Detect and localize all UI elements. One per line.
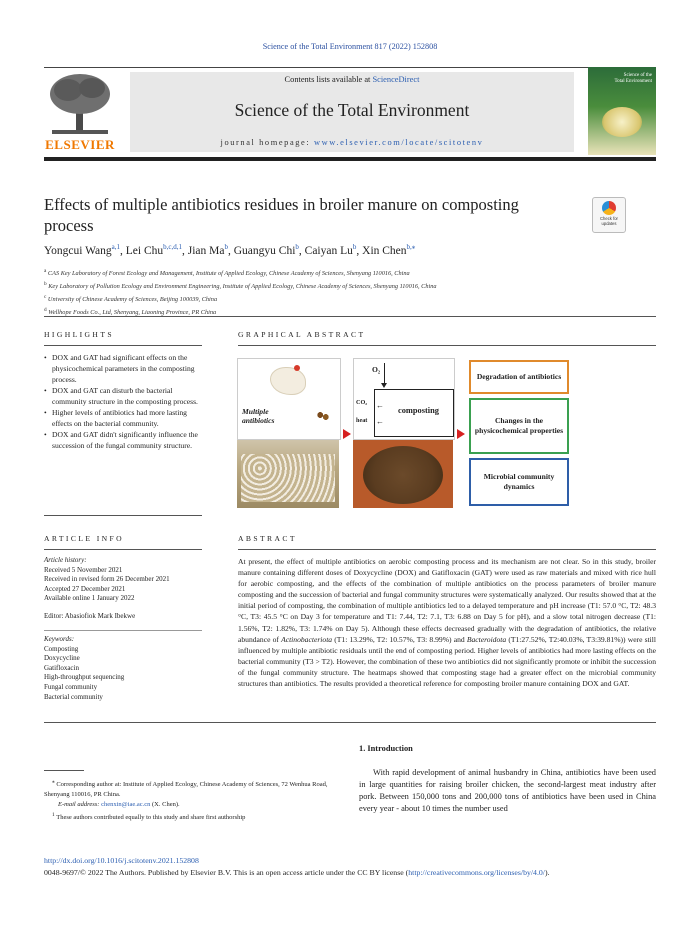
author-list: Yongcui Wang$^{a,1}$, Lei Chu$^{b,c,d,1}$, Jian Ma$^b$, Guangyu Chi$^b$, Caiyan Lu$^b$, Xin Chen$^{b,⁎}$ — [44, 243, 416, 257]
author-affil-mark[interactable]: b,⁎ — [406, 243, 416, 251]
o2-arrow-head-icon — [381, 383, 387, 388]
antibiotics-panel — [237, 358, 341, 440]
highlight-item: • DOX and GAT didn't significantly influence the succession of the fungal community structure. — [44, 429, 204, 451]
abstract-bottom-rule — [44, 722, 656, 723]
author[interactable]: Yongcui Wang$^{a,1}$ — [44, 243, 121, 257]
journal-title: Science of the Total Environment — [234, 100, 470, 120]
badge-line2: updates — [601, 221, 617, 226]
keywords-rule — [44, 630, 202, 631]
section-rule — [44, 316, 656, 317]
author[interactable]: Jian Ma$^b$ — [187, 243, 228, 257]
history-item: Available online 1 January 2022 — [44, 594, 135, 603]
heat-out-arrow-icon: ← — [376, 417, 384, 426]
introduction-body: With rapid development of animal husbandry in China, antibiotics have been used in large quantities for raising broiler chicken, the second-largest meat industry after pork. Between 150,000 tons and 200,000 tons of antibiotics have been used in China every year - about 10 times the number used — [359, 768, 656, 813]
journal-cover-image[interactable] — [588, 67, 656, 155]
journal-citation[interactable]: Science of the Total Environment 817 (2022) 152808 — [262, 42, 438, 51]
cover-globe-icon — [602, 107, 642, 137]
co2-label: CO₂ — [356, 399, 368, 406]
author[interactable]: Caiyan Lu$^b$ — [304, 243, 357, 257]
o2-label: O₂ — [372, 365, 381, 374]
result-box-degradation-label: Degradation of antibiotics — [476, 372, 562, 381]
homepage-link[interactable]: www.elsevier.com/locate/scitotenv — [313, 138, 484, 147]
article-history — [44, 556, 202, 622]
highlights-heading: HIGHLIGHTS — [44, 330, 114, 339]
header-top-rule — [44, 67, 656, 68]
journal-homepage — [130, 138, 574, 147]
result-box-physicochemical-label: Changes in the physicochemical properties — [474, 416, 564, 435]
affiliation: $^c$ University of Chinese Academy of Sciences, Beijing 100039, China — [44, 294, 218, 304]
history-item: Accepted 27 December 2021 — [44, 584, 126, 593]
keyword[interactable]: High-throughput sequencing — [44, 673, 125, 682]
highlight-item: • DOX and GAT can disturb the bacterial community structure in the composting process. — [44, 385, 204, 407]
footnotes — [44, 777, 344, 823]
keyword[interactable]: Composting — [44, 644, 79, 653]
doi-link[interactable]: http://dx.doi.org/10.1016/j.scitotenv.2021.152808 — [44, 856, 199, 865]
flow-arrow-icon — [343, 429, 351, 439]
author-affil-mark[interactable]: b — [224, 243, 228, 251]
result-box-physicochemical — [469, 398, 569, 454]
cover-title-line2: Total Environment — [614, 79, 652, 84]
introduction-heading: 1. Introduction — [359, 744, 413, 753]
graphical-abstract-rule — [238, 345, 656, 346]
homepage-prefix: journal homepage: — [220, 138, 314, 147]
keyword[interactable]: Fungal community — [44, 682, 98, 691]
broiler-farm-photo — [237, 440, 339, 508]
author[interactable]: Guangyu Chi$^b$ — [233, 243, 299, 257]
keyword[interactable]: Bacterial community — [44, 692, 103, 701]
history-item: Received in revised form 26 December 2021 — [44, 575, 170, 584]
author[interactable]: Lei Chu$^{b,c,d,1}$ — [125, 243, 183, 257]
email-note: E-mail address: chenxin@iae.ac.cn (X. Chen). — [58, 801, 180, 809]
keyword[interactable]: Doxycycline — [44, 654, 80, 663]
publisher-wordmark[interactable]: ELSEVIER — [45, 137, 115, 152]
chicken-comb-icon — [294, 365, 300, 371]
co2-out-arrow-icon: ← — [376, 401, 384, 410]
result-box-degradation — [469, 360, 569, 394]
badge-line1: Check for — [600, 216, 618, 221]
author-affil-mark[interactable]: a,1 — [111, 243, 121, 251]
sciencedirect-link[interactable]: ScienceDirect — [372, 75, 420, 84]
contents-prefix: Contents lists available at — [284, 75, 373, 84]
graphical-abstract-heading: GRAPHICAL ABSTRACT — [238, 330, 366, 339]
affiliation: $^d$ Wellhope Foods Co., Ltd, Shenyang, Liaoning Province, PR China — [44, 307, 217, 317]
compost-photo — [353, 440, 453, 508]
author-affil-mark[interactable]: b — [352, 243, 357, 251]
history-item: Received 5 November 2021 — [44, 565, 123, 574]
graphical-abstract-figure[interactable] — [237, 354, 577, 512]
check-updates-icon — [602, 201, 616, 215]
contents-line — [130, 75, 574, 84]
footnote-rule — [44, 770, 84, 771]
composting-panel — [353, 358, 455, 440]
cover-title-line1: Science of the — [623, 73, 652, 78]
affiliation: $^a$ CAS Key Laboratory of Forest Ecology and Management, Institute of Applied Ecology, Chinese Academy of Sciences, Shenyang 110016, China — [44, 268, 410, 278]
keyword[interactable]: Gatifloxacin — [44, 663, 79, 672]
article-title: Effects of multiple antibiotics residues in broiler manure on composting process — [44, 195, 519, 235]
flow-arrow-icon — [457, 429, 465, 439]
email-link[interactable]: chenxin@iae.ac.cn — [101, 801, 151, 809]
highlights-bottom-rule — [44, 515, 202, 516]
o2-arrow-line — [384, 363, 385, 385]
license-line: 0048-9697/© 2022 The Authors. Published by Elsevier B.V. This is an open access article under the CC BY license (http://creativecommons.org/licenses/by/4.0/). — [44, 868, 550, 877]
article-info-rule — [44, 549, 202, 550]
author[interactable]: Xin Chen$^{b,⁎}$ — [362, 243, 416, 257]
keywords — [44, 635, 202, 702]
multiple-antibiotics-label: Multiple antibiotics — [242, 407, 275, 425]
article-info-heading: ARTICLE INFO — [44, 534, 125, 543]
equal-contribution-note: $^1$ These authors contributed equally to this study and share first authorship — [52, 812, 246, 822]
highlight-item: • Higher levels of antibiotics had more lasting effects on the bacterial community. — [44, 407, 204, 429]
affiliation: $^b$ Key Laboratory of Pollution Ecology and Environment Engineering, Institute of Applied Ecology, Chinese Academy of Sciences, Shenyang 110016, China — [44, 281, 437, 291]
author-affil-mark[interactable]: b,c,d,1 — [163, 243, 183, 251]
taxon-name: Actinobacteriota — [281, 634, 333, 644]
highlight-item: • DOX and GAT had significant effects on the physicochemical parameters in the composting process. — [44, 352, 204, 385]
affiliations — [44, 266, 644, 318]
corresponding-author-note: ⁎ Corresponding author at: Institute of Applied Ecology, Chinese Academy of Sciences, 72 Wenhua Road, Shenyang 110016, PR China. — [44, 779, 328, 799]
check-for-updates-badge[interactable] — [592, 197, 626, 233]
editor-line: Editor: Abasiofiok Mark Ibekwe — [44, 611, 136, 620]
highlights-rule — [44, 345, 202, 346]
chicken-icon — [270, 367, 306, 395]
composting-label: composting — [398, 406, 439, 415]
pills-icon — [316, 411, 330, 421]
abstract-heading: ABSTRACT — [238, 534, 297, 543]
result-box-microbial-label: Microbial community dynamics — [483, 472, 555, 491]
license-link[interactable]: http://creativecommons.org/licenses/by/4.0/ — [408, 868, 545, 877]
history-label: Article history: — [44, 556, 87, 564]
author-affil-mark[interactable]: b — [295, 243, 299, 251]
abstract-body: At present, the effect of multiple antibiotics on aerobic composting process and its mechanism are not clear. So in this study, broiler manure containing different doses of Doxycycline (DOX) and Gatifloxacin (GAT) were used as raw materials and mixed with rice hull for aerobic composting, and the effects of the combination of multiple antibiotics on the process parameters of broiler manure composting and the succession of bacterial and fungal community structures were systematically analyzed. Our results showed that at the initial period of composting, the combination of multiple antibiotics led to a delayed temperature and pH increase (T1: 57.0 °C, T2: 48.3 °C, T3: 45.5 °C on Day 3 for temperature and T1: 7.44, T2: 7.1, T3: 6.88 on Day 5 for pH), and a slow total nitrogen decrease (T1: 1.56%, T2: 1.82%, T3: 1.74% on Day 5). Although these effects decreased gradually with the degradation of antibiotics, the relative abundance of Actinobacteriota (T1: 13.29%, T2: 10.57%, T3: 8.99%) and Bacteroidota (T1:27.52%, T2:40.03%, T3:39.81%)) were still influenced by multiple antibiotic residuals until the end of composting period. Higher levels of antibiotics had more lasting effects on the bacterial community (T3 > T2). However, the combination of these two antibiotics did not significantly promote or inhibit the succession of the fungal community structure. The heatmaps showed that composting stage had a greater effect on the microbial community structures than antibiotics. The results provided a theoretical reference for composting broiler manure containing DOX and GAT. — [238, 557, 656, 689]
abstract-rule — [238, 549, 656, 550]
highlights-list — [44, 352, 204, 451]
heat-label: heat — [356, 417, 368, 424]
header-bottom-rule — [44, 157, 656, 161]
keywords-label: Keywords: — [44, 635, 75, 643]
result-box-microbial — [469, 458, 569, 506]
taxon-name: Bacteroidota — [466, 634, 507, 644]
